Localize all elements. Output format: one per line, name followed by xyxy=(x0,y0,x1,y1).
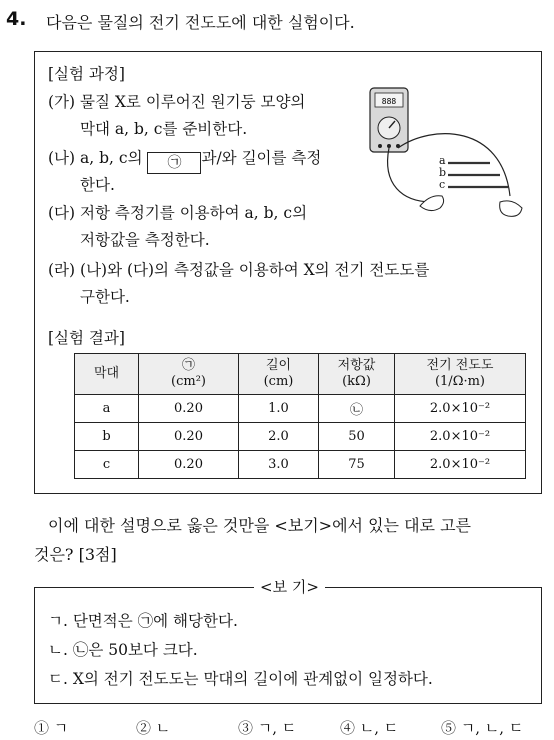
cell-conductivity: 2.0×10⁻² xyxy=(395,423,526,451)
cell-conductivity: 2.0×10⁻² xyxy=(395,395,526,423)
rod-label-c: c xyxy=(439,178,446,191)
cell-conductivity: 2.0×10⁻² xyxy=(395,451,526,479)
cell-resistance: ㉡ xyxy=(319,395,395,423)
table-row xyxy=(75,423,526,451)
step-text-after-blank: 과/와 길이를 측정 xyxy=(201,149,322,167)
prompt-line-1: 이에 대한 설명으로 옳은 것만을 <보기>에서 있는 대로 고른 xyxy=(48,516,471,535)
table-row xyxy=(75,451,526,479)
col-resistance-header: 저항값 (kΩ) xyxy=(319,354,395,395)
step-ga-continued: 막대 a, b, c를 준비한다. xyxy=(80,120,248,138)
choice-4[interactable]: ④ ㄴ, ㄷ xyxy=(340,719,399,737)
results-table xyxy=(74,353,526,479)
rod-label-b: b xyxy=(439,166,447,179)
cell-area: 0.20 xyxy=(139,395,239,423)
col-rod-header: 막대 xyxy=(75,354,139,395)
step-na xyxy=(48,146,321,174)
step-ra xyxy=(48,258,429,280)
step-marker: (가) xyxy=(48,93,76,111)
step-ga xyxy=(48,90,305,112)
blank-box: ㉠ xyxy=(147,152,201,174)
question-number: 4. xyxy=(6,8,27,30)
left-hand-icon xyxy=(420,196,444,211)
col-length-header: 길이 (cm) xyxy=(239,354,319,395)
choice-1[interactable]: ① ㄱ xyxy=(34,719,69,737)
question-title: 다음은 물질의 전기 전도도에 대한 실험이다. xyxy=(46,13,355,32)
col-conductivity-header: 전기 전도도 (1/Ω·m) xyxy=(395,354,526,395)
choice-3[interactable]: ③ ㄱ, ㄷ xyxy=(238,719,297,737)
results-header-row xyxy=(75,354,526,395)
choice-2[interactable]: ② ㄴ xyxy=(136,719,171,737)
step-da-continued: 저항값을 측정한다. xyxy=(80,231,210,249)
cell-resistance: 75 xyxy=(319,451,395,479)
svg-text:888: 888 xyxy=(381,97,397,106)
cell-rod: b xyxy=(75,423,139,451)
cell-area: 0.20 xyxy=(139,451,239,479)
step-marker: (다) xyxy=(48,204,76,222)
bogi-item-2: ㄴ. ㉡은 50보다 크다. xyxy=(48,641,198,659)
procedure-header: [실험 과정] xyxy=(48,65,125,83)
rod-label-a: a xyxy=(439,154,446,167)
step-marker: (라) xyxy=(48,261,76,279)
choice-5[interactable]: ⑤ ㄱ, ㄴ, ㄷ xyxy=(441,719,524,737)
step-text: 저항 측정기를 이용하여 a, b, c의 xyxy=(80,204,308,222)
col-area-header: ㉠ (cm²) xyxy=(139,354,239,395)
step-text-before-blank: a, b, c의 xyxy=(80,149,143,167)
cell-resistance: 50 xyxy=(319,423,395,451)
cell-length: 2.0 xyxy=(239,423,319,451)
step-da xyxy=(48,201,307,223)
cell-rod: a xyxy=(75,395,139,423)
table-row xyxy=(75,395,526,423)
cell-area: 0.20 xyxy=(139,423,239,451)
bogi-title: <보 기> xyxy=(254,576,325,597)
step-ra-continued: 구한다. xyxy=(80,288,130,306)
bogi-item-3: ㄷ. X의 전기 전도도는 막대의 길이에 관계없이 일정하다. xyxy=(48,670,433,688)
probe-wire-left xyxy=(388,148,432,202)
step-text: (나)와 (다)의 측정값을 이용하여 X의 전기 전도도를 xyxy=(80,261,430,279)
step-marker: (나) xyxy=(48,149,76,167)
prompt-line-2: 것은? [3점] xyxy=(34,545,117,564)
bogi-item-1: ㄱ. 단면적은 ㉠에 해당한다. xyxy=(48,612,238,630)
step-na-continued: 한다. xyxy=(80,176,115,194)
cell-length: 3.0 xyxy=(239,451,319,479)
step-text: 물질 X로 이루어진 원기둥 모양의 xyxy=(80,93,306,111)
result-header: [실험 결과] xyxy=(48,329,125,347)
cell-rod: c xyxy=(75,451,139,479)
cell-length: 1.0 xyxy=(239,395,319,423)
right-hand-icon xyxy=(500,201,522,216)
